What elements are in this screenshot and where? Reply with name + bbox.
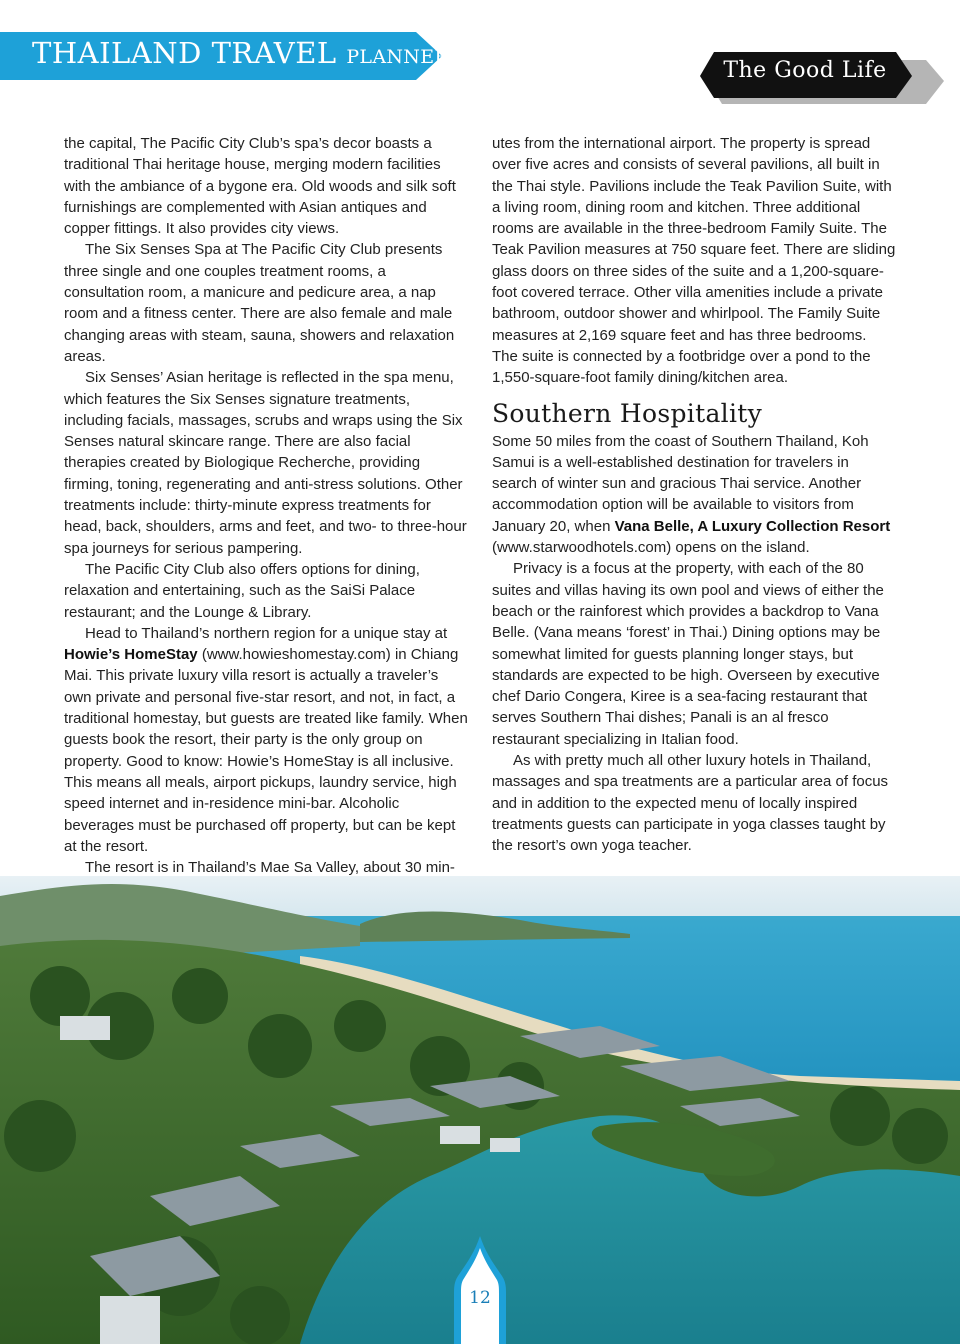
right-paragraph-4: As with pretty much all other luxury hotels in Thailand, massages and spa treatments are a particular area of focus and in addition to the expected menu of locally inspired treatments guests can participate in yoga classes taught by the resort’s own yoga teacher. [492,752,889,855]
right-column [492,133,896,857]
section-ribbon [700,50,945,104]
magazine-title-main: THAILAND TRAVEL [32,36,337,70]
magazine-title [32,36,449,70]
left-paragraph-5-pre: Head to Thailand’s northern region for a unique stay at [85,624,448,642]
left-paragraph-5 [64,623,469,857]
left-paragraph-4: The Pacific City Club also offers options for dining, relaxation and entertaining, such as the SaiSi Palace restaurant; and the Lounge & Library. [64,560,420,621]
page-number-tab [444,1236,516,1344]
left-paragraph-6: The resort is in Thailand’s Mae Sa Valley, about 30 min- [85,859,455,877]
right-paragraph-1: utes from the international airport. The property is spread over five acres and consists of several pavilions, all built in the Thai style. Pavilions include the Teak Pavilion Suite, with a living room, dining room and kitchen. Three additional rooms are available in the three-bedroom Family Suite. The Teak Pavilion measures at 750 square feet. There are sliding glass doors on three sides of the suite and a 1,200-square-foot covered terrace. Other villa amenities include a private bathroom, outdoor shower and whirlpool. The Family Suite measures at 2,169 square feet and has three bedrooms. The suite is connected by a footbridge over a pond to the 1,550-square-foot family dining/kitchen area. [492,135,896,387]
magazine-title-sub: PLANNER [346,46,449,68]
resort-name-vana-belle: Vana Belle, A Luxury Collection Resort [614,517,891,535]
resort-name-howies: Howie’s HomeStay [64,646,198,664]
left-paragraph-3: Six Senses’ Asian heritage is reflected in the spa menu, which features the Six Senses signature treatments, including facials, massages, scrubs and wraps using the Six Senses natural skincare range. There are also facial therapies created by Biologique Recherche, providing firming, toning, regenerating and anti-stress solutions. Other treatments include: thirty-minute express treatments for head, back, shoulders, arms and feet, and two- to three-hour spa journeys for serious pampering. [64,369,467,557]
right-paragraph-3: Privacy is a focus at the property, with each of the 80 suites and villas having its own pool and views of either the beach or the rainforest which provides a backdrop to Vana Belle. (Vana means ‘forest’ in Thai.) Dining options may be somewhat limited for guests planning longer stays, but standards are expected to be high. Overseen by executive chef Dario Congera, Kiree is a sea-facing restaurant that serves Southern Thai dishes; Panali is an al fresco restaurant specializing in Italian food. [492,560,884,748]
page-number: 12 [469,1288,491,1308]
left-paragraph-2: The Six Senses Spa at The Pacific City Club presents three single and one couples treatment rooms, a consultation room, a manicure and pedicure area, a nap room and a fitness center. There are also female and male changing areas with steam, sauna, showers and relaxation areas. [64,241,455,365]
right-paragraph-2 [492,431,896,559]
left-paragraph-5-post: (www.howieshomestay.com) in Chiang Mai. This private luxury villa resort is actually a traveler’s own private and personal five-star resort, and not, in fact, a traditional homestay, but guests are treated like family. When guests book the resort, their party is the only group on property. Good to know: Howie’s HomeStay is all inclusive. This means all meals, airport pickups, laundry service, high speed internet and in-residence mini-bar. Alcoholic beverages must be purchased off property, but can be kept at the resort. [64,646,468,855]
right-paragraph-2-post: (www.starwoodhotels.com) opens on the island. [492,539,810,557]
left-paragraph-1: the capital, The Pacific City Club’s spa’s decor boasts a traditional Thai heritage house, merging modern facilities with the ambiance of a bygone era. Old woods and silk soft furnishings are complemented with Asian antiques and copper fittings. It also provides city views. [64,135,456,238]
section-heading: Southern Hospitality [492,398,763,428]
left-column [64,133,469,878]
right-paragraph-2-pre: Some 50 miles from the coast of Southern Thailand, Koh Samui is a well-established destination for travelers in search of winter sun and gracious Thai service. Another accommodation option will be available to visitors from January 20, when [492,432,869,535]
section-label: The Good Life [723,58,887,83]
